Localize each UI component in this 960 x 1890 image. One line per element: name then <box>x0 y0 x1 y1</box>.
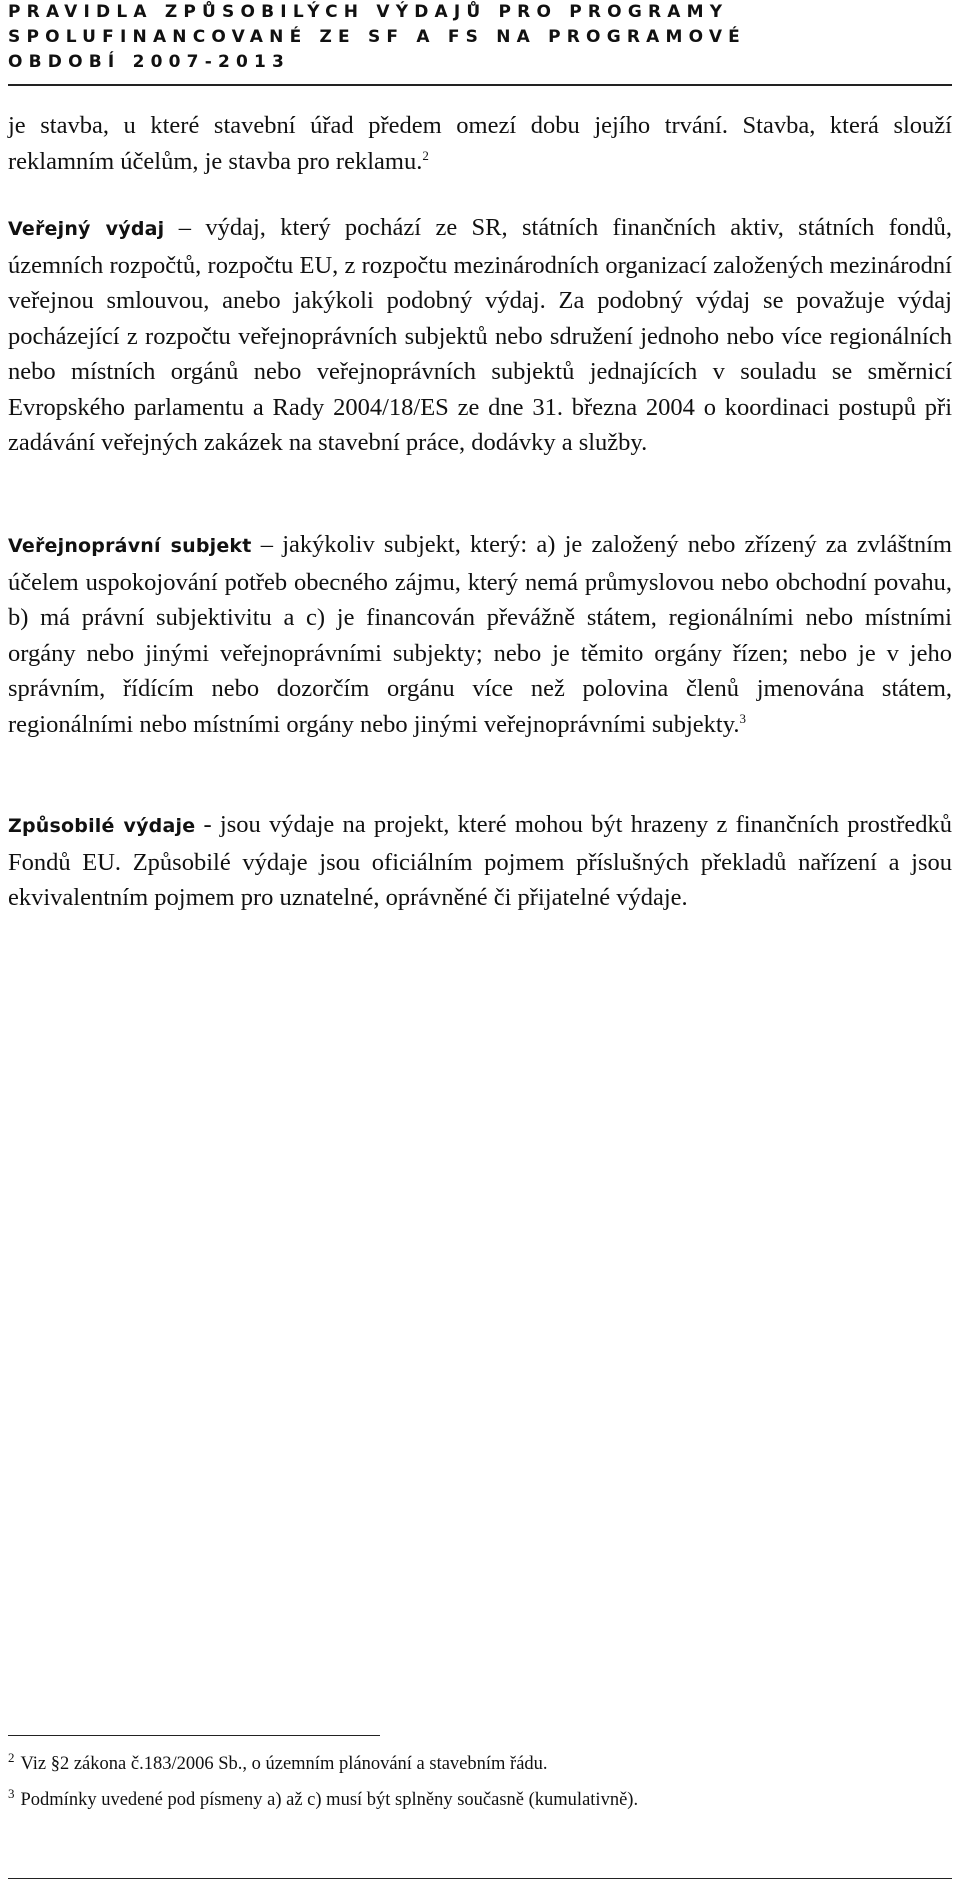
paragraph-zpusobile-vydaje <box>8 807 952 916</box>
footer-divider <box>8 1878 952 1879</box>
paragraph-text: je stavba, u které stavební úřad předem omezí dobu jejího trvání. Stavba, která slouží reklamním účelům, je stavba pro reklamu. <box>8 112 952 175</box>
running-header-line-1: PRAVIDLA ZPŮSOBILÝCH VÝDAJŮ PRO PROGRAMY <box>8 2 729 22</box>
paragraph-verejny-vydaj <box>8 210 952 461</box>
footnote-3 <box>8 1785 639 1812</box>
footnote-number: 3 <box>8 1785 15 1801</box>
definition-term: Veřejný výdaj <box>8 218 165 240</box>
footnote-divider <box>8 1735 380 1736</box>
footnote-number: 2 <box>8 1749 15 1765</box>
paragraph-verejnopravni-subjekt <box>8 527 952 742</box>
footnote-text: Podmínky uvedené pod písmeny a) až c) musí být splněny současně (kumulativně). <box>20 1790 639 1810</box>
footnote-text: Viz §2 zákona č.183/2006 Sb., o územním plánování a stavebním řádu. <box>20 1754 548 1774</box>
definition-term: Způsobilé výdaje <box>8 815 196 837</box>
definition-text: – jakýkoliv subjekt, který: a) je založený nebo zřízený za zvláštním účelem uspokojování potřeb obecného zájmu, který nemá průmyslovou nebo obchodní povahu, b) má právní subjektivitu a c) je financován převážně státem, regionálními nebo místními orgány nebo jinými veřejnoprávními subjekty; nebo je těmito orgány řízen; nebo je v jeho správním, řídícím nebo dozorčím orgánu více než polovina členů jmenována státem, regionálními nebo místními orgány nebo jinými veřejnoprávními subjekty. <box>8 531 952 738</box>
footnote-reference: 2 <box>422 147 429 163</box>
definition-text: – výdaj, který pochází ze SR, státních finančních aktiv, státních fondů, územních rozpočtů, rozpočtu EU, z rozpočtu mezinárodních organizací založených mezinárodní veřejnou smlouvou, anebo jakýkoli podobný výdaj. Za podobný výdaj se považuje výdaj pocházející z rozpočtu veřejnoprávních subjektů nebo sdružení jednoho nebo více regionálních nebo místních orgánů nebo veřejnoprávních subjektů jednajících v souladu se směrnicí Evropského parlamentu a Rady 2004/18/ES ze dne 31. března 2004 o koordinaci postupů při zadávání veřejných zakázek na stavební práce, dodávky a služby. <box>8 214 953 456</box>
header-divider <box>8 84 952 86</box>
definition-text: - jsou výdaje na projekt, které mohou být hrazeny z finančních prostředků Fondů EU. Způsobilé výdaje jsou oficiálním pojmem příslušných překladů nařízení a jsou ekvivalentním pojmem pro uznatelné, oprávněné či přijatelné výdaje. <box>8 811 952 911</box>
footnote-2 <box>8 1749 548 1776</box>
running-header-line-3: OBDOBÍ 2007-2013 <box>8 52 291 72</box>
paragraph-stavba-pro-reklamu <box>8 108 952 179</box>
footnote-reference: 3 <box>739 710 746 726</box>
running-header-line-2: SPOLUFINANCOVANÉ ZE SF A FS NA PROGRAMOVÉ <box>8 27 746 47</box>
definition-term: Veřejnoprávní subjekt <box>8 535 252 557</box>
